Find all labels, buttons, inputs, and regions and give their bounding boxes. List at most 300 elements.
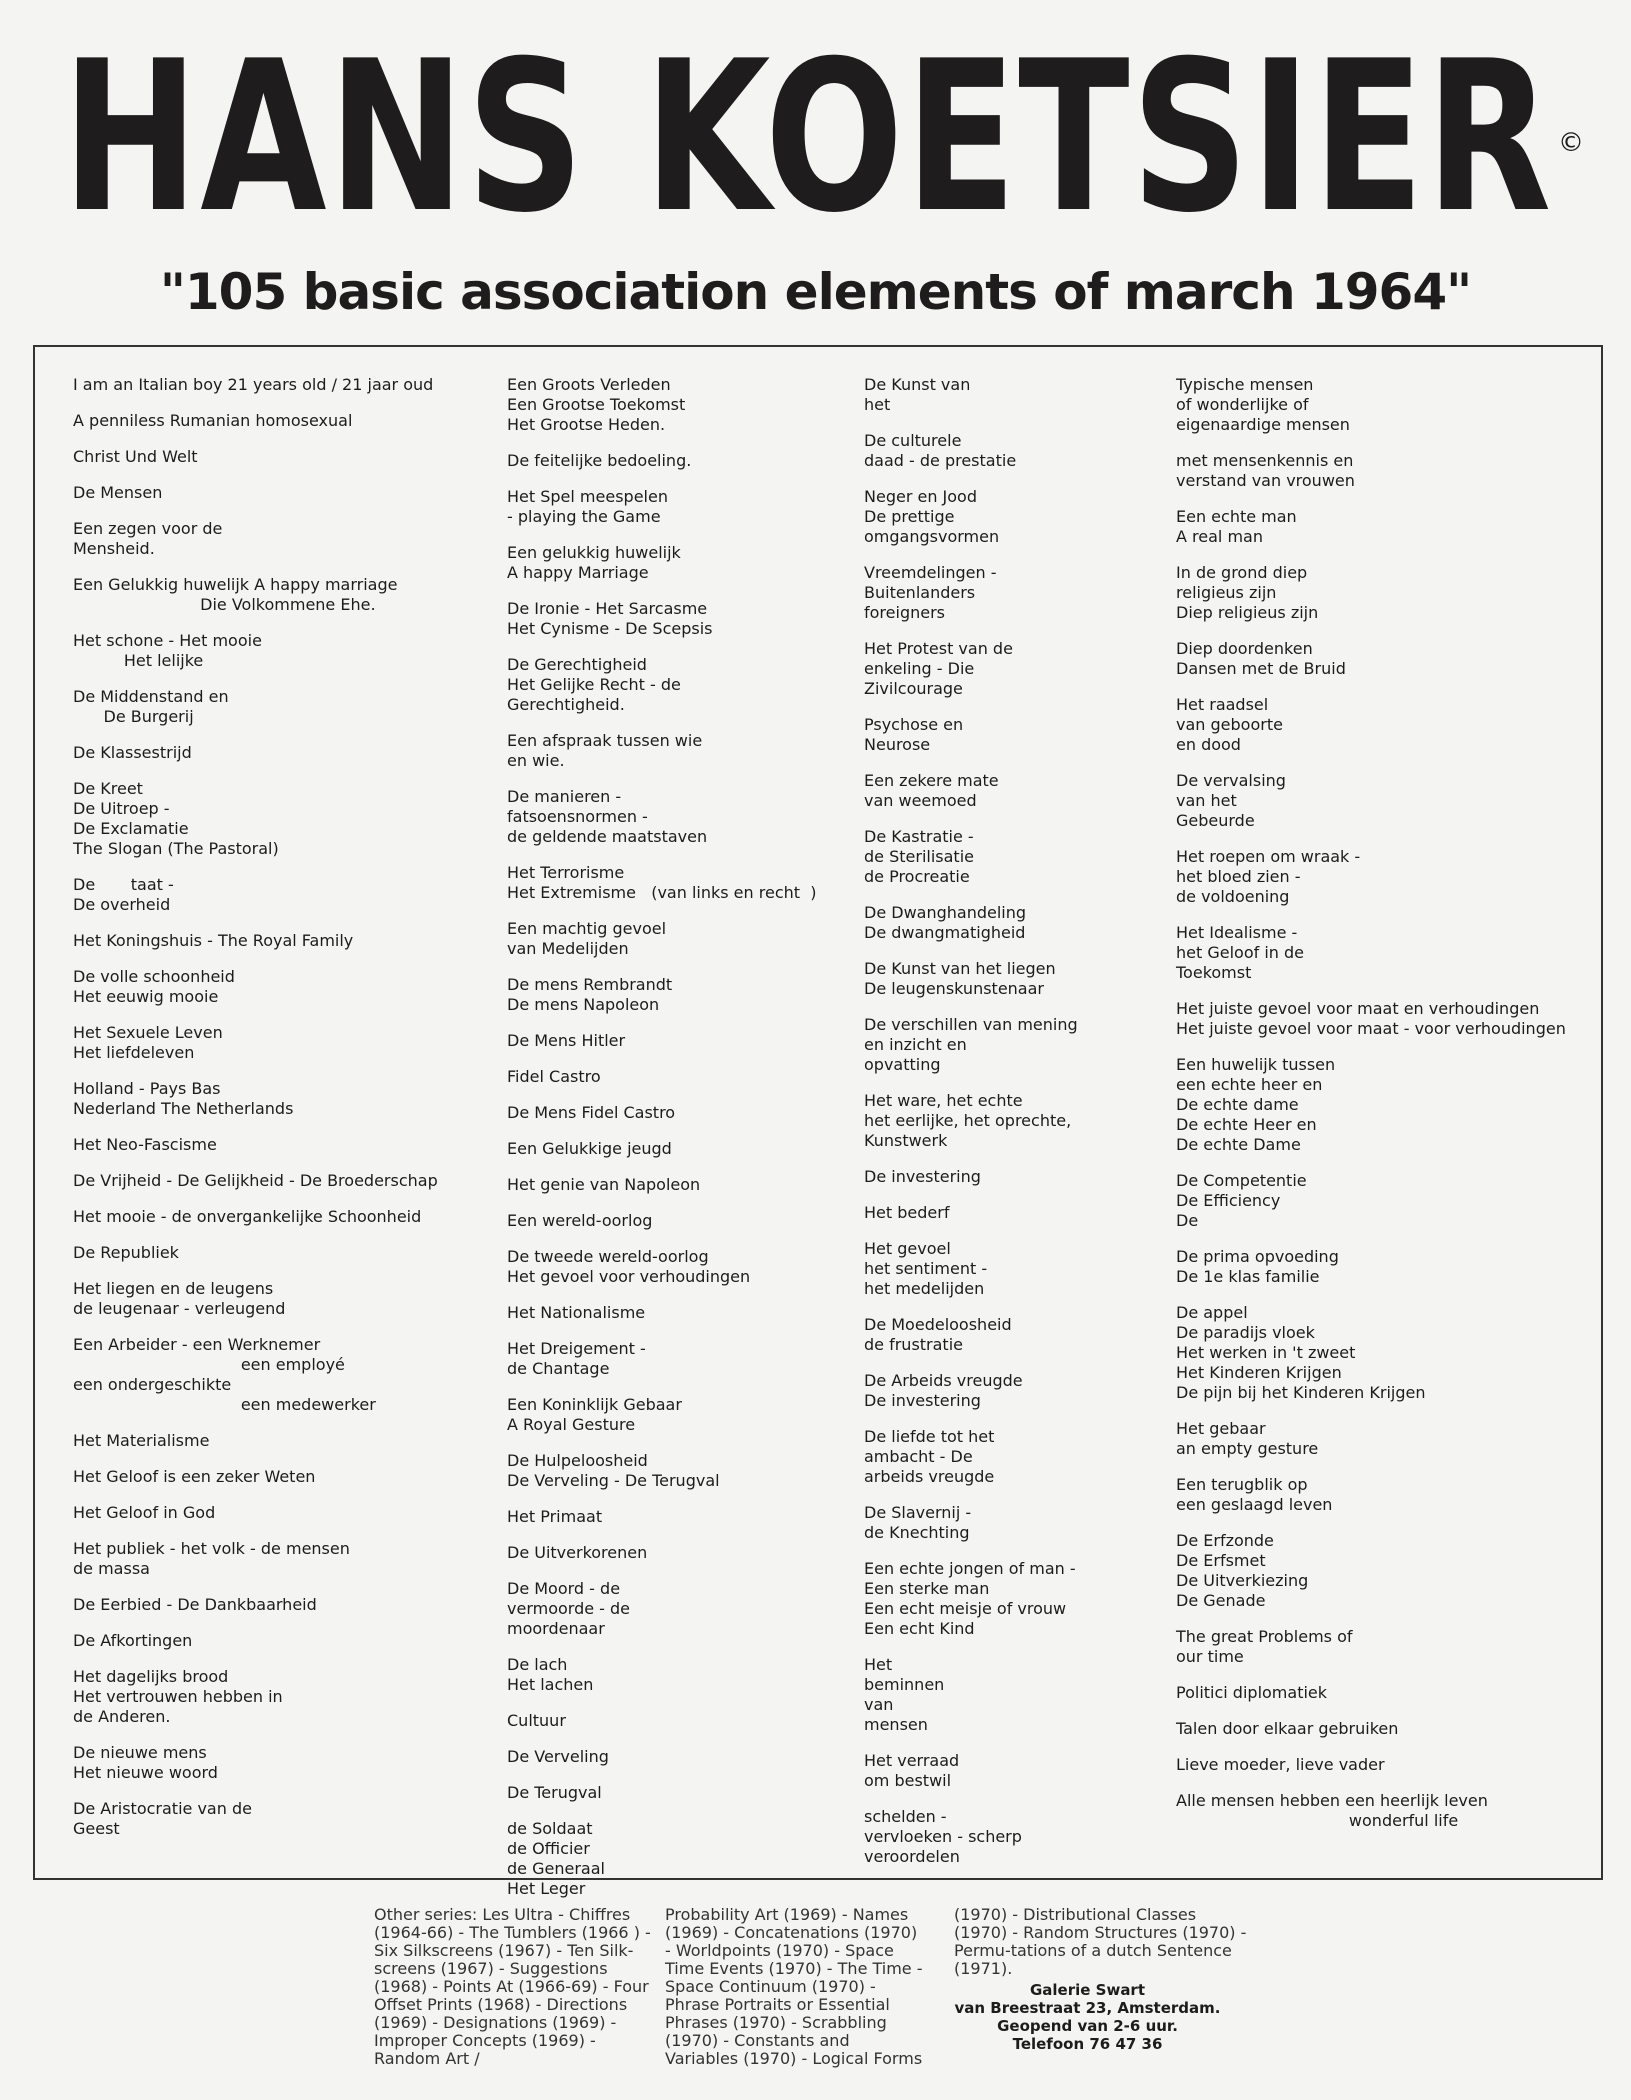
- phrase-entry: [73, 1279, 513, 1319]
- phrase-line: Het verraad: [864, 1751, 960, 1770]
- phrase-line: De Klassestrijd: [73, 743, 192, 762]
- phrase-entry: [507, 375, 847, 435]
- phrase-entry: [73, 1799, 513, 1839]
- phrase-line: Het Materialisme: [73, 1431, 210, 1450]
- phrase-entry: [73, 1467, 513, 1487]
- phrase-line: enkeling - Die: [864, 659, 975, 678]
- phrase-line: De Mens Hitler: [507, 1031, 626, 1050]
- phrase-line: of wonderlijke of: [1176, 395, 1309, 414]
- phrase-entry: [73, 779, 513, 859]
- phrase-entry: [73, 1631, 513, 1651]
- phrase-entry: [507, 975, 847, 1015]
- phrase-entry: [73, 687, 513, 727]
- phrase-line: een echte heer en: [1176, 1075, 1323, 1094]
- phrase-entry: [1176, 999, 1596, 1039]
- phrase-entry: [1176, 1627, 1596, 1667]
- phrase-entry: [73, 411, 513, 431]
- phrase-line: Het: [864, 1655, 893, 1674]
- phrase-line: De Kunst van: [864, 375, 971, 394]
- phrase-entry: [73, 1503, 513, 1523]
- phrase-entry: [73, 575, 513, 615]
- phrase-line: het eerlijke, het oprechte,: [864, 1111, 1072, 1130]
- phrase-line: Buitenlanders: [864, 583, 976, 602]
- phrase-line: The Slogan (The Pastoral): [73, 839, 279, 858]
- phrase-entry: [507, 599, 847, 639]
- phrase-entry: [73, 1667, 513, 1727]
- phrase-line: Het liegen en de leugens: [73, 1279, 274, 1298]
- phrase-entry: [507, 1655, 847, 1695]
- phrase-line: Het mooie - de onvergankelijke Schoonheid: [73, 1207, 422, 1226]
- phrase-line: De feitelijke bedoeling.: [507, 451, 692, 470]
- phrase-line: De Uitverkorenen: [507, 1543, 648, 1562]
- phrase-line: schelden -: [864, 1807, 947, 1826]
- phrase-entry: [507, 1819, 847, 1899]
- phrase-line: De leugenskunstenaar: [864, 979, 1044, 998]
- gallery-name: Galerie Swart: [1029, 1981, 1146, 1999]
- phrase-line: - playing the Game: [507, 507, 661, 526]
- phrase-line: Het Kinderen Krijgen: [1176, 1363, 1342, 1382]
- phrase-line: Het roepen om wraak -: [1176, 847, 1361, 866]
- phrase-entry: [73, 1079, 513, 1119]
- phrase-entry: [1176, 1247, 1596, 1287]
- phrase-entry: [507, 451, 847, 471]
- phrase-line: De Gerechtigheid: [507, 655, 647, 674]
- phrase-line: een geslaagd leven: [1176, 1495, 1333, 1514]
- phrase-entry: [1176, 847, 1596, 907]
- phrase-entry: [864, 1655, 1164, 1735]
- phrase-line: de leugenaar - verleugend: [73, 1299, 286, 1318]
- phrase-entry: [507, 1303, 847, 1323]
- phrase-line: de Generaal: [507, 1859, 605, 1878]
- phrase-entry: [864, 375, 1164, 415]
- phrase-line: De Moedeloosheid: [864, 1315, 1012, 1334]
- phrase-line: Het juiste gevoel voor maat - voor verhoudingen: [1176, 1019, 1566, 1038]
- phrase-line: van Medelijden: [507, 939, 629, 958]
- gallery-info: [950, 1981, 1225, 2053]
- phrase-line: Alle mensen hebben een heerlijk leven: [1176, 1791, 1488, 1810]
- phrase-entry: [1176, 1719, 1596, 1739]
- phrase-line: Een zegen voor de: [73, 519, 223, 538]
- phrase-line: van weemoed: [864, 791, 977, 810]
- phrase-entry: [507, 1067, 847, 1087]
- phrase-entry: [507, 1747, 847, 1767]
- phrase-line: Het bederf: [864, 1203, 950, 1222]
- phrase-line: De Burgerij: [73, 707, 194, 726]
- phrase-line: Het ware, het echte: [864, 1091, 1023, 1110]
- phrase-line: Een echt meisje of vrouw: [864, 1599, 1067, 1618]
- phrase-line: De Kreet: [73, 779, 143, 798]
- phrase-line: De culturele: [864, 431, 962, 450]
- phrase-entry: [73, 631, 513, 671]
- phrase-entry: [1176, 923, 1596, 983]
- phrase-line: De Efficiency: [1176, 1191, 1281, 1210]
- phrase-line: Het juiste gevoel voor maat en verhoudingen: [1176, 999, 1540, 1018]
- phrase-line: De Vrijheid - De Gelijkheid - De Broederschap: [73, 1171, 438, 1190]
- phrase-entry: [1176, 1303, 1596, 1403]
- phrase-entry: [1176, 1171, 1596, 1231]
- phrase-entry: [507, 543, 847, 583]
- phrase-column-2: [507, 375, 847, 1915]
- phrase-entry: [507, 1339, 847, 1379]
- phrase-entry: [1176, 1683, 1596, 1703]
- phrase-entry: [1176, 375, 1596, 435]
- phrase-line: foreigners: [864, 603, 945, 622]
- phrase-line: Het gebaar: [1176, 1419, 1266, 1438]
- phrase-entry: [507, 487, 847, 527]
- phrase-entry: [73, 1135, 513, 1155]
- phrase-entry: [864, 1015, 1164, 1075]
- phrase-entry: [864, 1427, 1164, 1487]
- phrase-line: De nieuwe mens: [73, 1743, 207, 1762]
- phrase-entry: [73, 1243, 513, 1263]
- phrase-line: Het Gelijke Recht - de: [507, 675, 681, 694]
- phrase-line: De verschillen van mening: [864, 1015, 1078, 1034]
- phrase-line: Het Sexuele Leven: [73, 1023, 223, 1042]
- phrase-entry: [73, 931, 513, 951]
- phrase-line: De Mens Fidel Castro: [507, 1103, 676, 1122]
- phrase-line: Het Extremisme (van links en recht ): [507, 883, 817, 902]
- phrase-line: Lieve moeder, lieve vader: [1176, 1755, 1385, 1774]
- phrase-entry: [864, 959, 1164, 999]
- phrase-line: Geest: [73, 1819, 120, 1838]
- phrase-entry: [1176, 771, 1596, 831]
- phrase-entry: [507, 1211, 847, 1231]
- phrase-entry: [73, 483, 513, 503]
- phrase-line: religieus zijn: [1176, 583, 1277, 602]
- phrase-line: Het liefdeleven: [73, 1043, 195, 1062]
- phrase-entry: [73, 1539, 513, 1579]
- phrase-line: De investering: [864, 1391, 981, 1410]
- phrase-entry: [73, 1023, 513, 1063]
- phrase-line: De Republiek: [73, 1243, 179, 1262]
- phrase-entry: [864, 1371, 1164, 1411]
- phrase-line: De investering: [864, 1167, 981, 1186]
- phrase-line: A happy Marriage: [507, 563, 649, 582]
- copyright-symbol: ©: [1558, 128, 1584, 158]
- phrase-line: van geboorte: [1176, 715, 1283, 734]
- phrase-line: Het eeuwig mooie: [73, 987, 219, 1006]
- phrase-entry: [864, 771, 1164, 811]
- phrase-line: Zivilcourage: [864, 679, 963, 698]
- phrase-entry: [864, 1751, 1164, 1791]
- phrase-line: Het raadsel: [1176, 695, 1269, 714]
- phrase-line: Politici diplomatiek: [1176, 1683, 1328, 1702]
- phrase-entry: [864, 1807, 1164, 1867]
- phrase-entry: [864, 1203, 1164, 1223]
- phrase-line: A penniless Rumanian homosexual: [73, 411, 353, 430]
- phrase-line: de Officier: [507, 1839, 590, 1858]
- phrase-line: Die Volkommene Ehe.: [73, 595, 376, 614]
- phrase-entry: [864, 431, 1164, 471]
- phrase-line: Het gevoel voor verhoudingen: [507, 1267, 751, 1286]
- phrase-line: Het Spel meespelen: [507, 487, 668, 506]
- phrase-line: De Arbeids vreugde: [864, 1371, 1023, 1390]
- phrase-line: Een Groots Verleden: [507, 375, 671, 394]
- phrase-line: De appel: [1176, 1303, 1248, 1322]
- phrase-entry: [507, 1543, 847, 1563]
- phrase-line: De Dwanghandeling: [864, 903, 1027, 922]
- phrase-line: Het Nationalisme: [507, 1303, 646, 1322]
- phrase-line: Een Grootse Toekomst: [507, 395, 686, 414]
- phrase-line: Het Geloof in God: [73, 1503, 216, 1522]
- phrase-line: De Uitverkiezing: [1176, 1571, 1309, 1590]
- phrase-entry: [864, 1091, 1164, 1151]
- phrase-entry: [1176, 1791, 1596, 1831]
- phrase-entry: [507, 655, 847, 715]
- phrase-column-4: [1176, 375, 1596, 1847]
- phrase-line: Een machtig gevoel: [507, 919, 667, 938]
- phrase-line: Het Terrorisme: [507, 863, 625, 882]
- phrase-line: een medewerker: [73, 1395, 376, 1414]
- phrase-entry: [1176, 1055, 1596, 1155]
- phrase-line: De Slavernij -: [864, 1503, 972, 1522]
- phrase-line: De Aristocratie van de: [73, 1799, 252, 1818]
- phrase-line: Het Neo-Fascisme: [73, 1135, 217, 1154]
- phrase-entry: [864, 1239, 1164, 1299]
- phrase-line: De prettige: [864, 507, 955, 526]
- phrase-line: het Geloof in de: [1176, 943, 1304, 962]
- gallery-phone: Telefoon 76 47 36: [1012, 2035, 1163, 2053]
- phrase-entry: [73, 967, 513, 1007]
- poster-subtitle: "105 basic association elements of march 1964": [159, 263, 1472, 321]
- phrase-entry: [507, 1395, 847, 1435]
- phrase-line: De echte Dame: [1176, 1135, 1301, 1154]
- phrase-line: De 1e klas familie: [1176, 1267, 1320, 1286]
- phrase-line: Het Koningshuis - The Royal Family: [73, 931, 354, 950]
- other-series-text-2: Probability Art (1969) - Names (1969) - Concatenations (1970) - Worldpoints (1970) - Space Time Events (1970) - The Time - Space Continuum (1970) - Phrase Portraits or Essential Phrases (1970) - Scrabbling (1970) - Constants and Variables (1970) - Logical Forms: [665, 1905, 923, 2068]
- phrase-entry: [1176, 1531, 1596, 1611]
- phrase-line: De manieren -: [507, 787, 622, 806]
- phrase-line: Een zekere mate: [864, 771, 999, 790]
- phrase-line: Christ Und Welt: [73, 447, 198, 466]
- phrase-line: het: [864, 395, 891, 414]
- phrase-entry: [1176, 639, 1596, 679]
- phrase-line: Het publiek - het volk - de mensen: [73, 1539, 350, 1558]
- phrase-line: vervloeken - scherp: [864, 1827, 1022, 1846]
- phrase-line: Het Primaat: [507, 1507, 603, 1526]
- phrase-line: Het Geloof is een zeker Weten: [73, 1467, 316, 1486]
- phrase-entry: [864, 715, 1164, 755]
- other-series-text-3: (1970) - Distributional Classes (1970) - Random Structures (1970) - Permu-tations of a dutch Sentence (1971).: [954, 1905, 1247, 1978]
- phrase-line: Het nieuwe woord: [73, 1763, 218, 1782]
- phrase-line: De Verveling: [507, 1747, 609, 1766]
- phrase-line: verstand van vrouwen: [1176, 471, 1355, 490]
- phrase-line: De Uitroep -: [73, 799, 170, 818]
- phrase-line: Typische mensen: [1176, 375, 1314, 394]
- phrase-line: het bloed zien -: [1176, 867, 1301, 886]
- phrase-line: omgangsvormen: [864, 527, 1000, 546]
- phrase-line: De echte Heer en: [1176, 1115, 1317, 1134]
- phrase-entry: [864, 1315, 1164, 1355]
- phrase-entry: [507, 1451, 847, 1491]
- phrase-line: our time: [1176, 1647, 1244, 1666]
- phrase-entry: [73, 1743, 513, 1783]
- phrase-line: de voldoening: [1176, 887, 1290, 906]
- phrase-column-1: [73, 375, 513, 1855]
- phrase-line: Fidel Castro: [507, 1067, 601, 1086]
- phrase-line: de Chantage: [507, 1359, 610, 1378]
- phrase-line: De Terugval: [507, 1783, 602, 1802]
- phrase-entry: [507, 919, 847, 959]
- phrase-line: Kunstwerk: [864, 1131, 948, 1150]
- phrase-column-3: [864, 375, 1164, 1883]
- phrase-line: de massa: [73, 1559, 150, 1578]
- phrase-line: Het Idealisme -: [1176, 923, 1298, 942]
- phrase-entry: [507, 1175, 847, 1195]
- phrase-line: De mens Rembrandt: [507, 975, 673, 994]
- phrase-entry: [507, 1507, 847, 1527]
- phrase-line: de geldende maatstaven: [507, 827, 708, 846]
- phrase-line: De taat -: [73, 875, 174, 894]
- phrase-line: A Royal Gesture: [507, 1415, 636, 1434]
- phrase-entry: [507, 1031, 847, 1051]
- phrase-entry: [864, 903, 1164, 943]
- phrase-entry: [1176, 507, 1596, 547]
- phrase-line: De prima opvoeding: [1176, 1247, 1339, 1266]
- phrase-line: De overheid: [73, 895, 171, 914]
- phrase-entry: [864, 827, 1164, 887]
- phrase-line: Het Dreigement -: [507, 1339, 646, 1358]
- phrase-line: daad - de prestatie: [864, 451, 1017, 470]
- phrase-line: De Genade: [1176, 1591, 1266, 1610]
- phrase-entry: [73, 1595, 513, 1615]
- phrase-line: Gebeurde: [1176, 811, 1255, 830]
- phrase-line: Het Protest van de: [864, 639, 1013, 658]
- phrase-line: De paradijs vloek: [1176, 1323, 1315, 1342]
- phrase-line: Vreemdelingen -: [864, 563, 997, 582]
- phrase-entry: [73, 1207, 513, 1227]
- phrase-line: Neurose: [864, 735, 931, 754]
- phrase-line: Psychose en: [864, 715, 964, 734]
- phrase-entry: [73, 519, 513, 559]
- phrase-line: Het Grootse Heden.: [507, 415, 666, 434]
- phrase-entry: [507, 1783, 847, 1803]
- phrase-line: De Eerbied - De Dankbaarheid: [73, 1595, 317, 1614]
- phrase-line: Het dagelijks brood: [73, 1667, 229, 1686]
- phrase-line: De Afkortingen: [73, 1631, 193, 1650]
- phrase-line: Talen door elkaar gebruiken: [1176, 1719, 1399, 1738]
- phrase-line: om bestwil: [864, 1771, 952, 1790]
- gallery-hours: Geopend van 2-6 uur.: [997, 2017, 1178, 2035]
- phrase-entry: [864, 1503, 1164, 1543]
- phrase-entry: [507, 1103, 847, 1123]
- phrase-line: De Erfzonde: [1176, 1531, 1274, 1550]
- phrase-entry: [73, 375, 513, 395]
- phrase-entry: [864, 563, 1164, 623]
- phrase-line: Een echte man: [1176, 507, 1297, 526]
- phrase-line: en wie.: [507, 751, 565, 770]
- phrase-entry: [864, 639, 1164, 699]
- phrase-entry: [507, 1139, 847, 1159]
- phrase-line: moordenaar: [507, 1619, 605, 1638]
- phrase-line: De tweede wereld-oorlog: [507, 1247, 709, 1266]
- phrase-line: Een echte jongen of man -: [864, 1559, 1076, 1578]
- phrase-line: De Kastratie -: [864, 827, 974, 846]
- phrase-line: de Sterilisatie: [864, 847, 974, 866]
- phrase-line: Een echt Kind: [864, 1619, 975, 1638]
- phrase-line: de frustratie: [864, 1335, 963, 1354]
- phrase-line: Een afspraak tussen wie: [507, 731, 703, 750]
- phrase-entry: [507, 1579, 847, 1639]
- phrase-entry: [73, 875, 513, 915]
- phrase-line: Een Koninklijk Gebaar: [507, 1395, 682, 1414]
- phrase-line: Een Gelukkig huwelijk A happy marriage: [73, 575, 398, 594]
- phrase-line: Diep religieus zijn: [1176, 603, 1319, 622]
- phrase-entry: [507, 863, 847, 903]
- phrase-line: Het werken in 't zweet: [1176, 1343, 1356, 1362]
- phrase-line: Het genie van Napoleon: [507, 1175, 701, 1194]
- artist-name-title: HANS KOETSIER: [62, 17, 1554, 259]
- phrase-line: mensen: [864, 1715, 928, 1734]
- phrase-line: Een wereld-oorlog: [507, 1211, 653, 1230]
- phrase-entry: [864, 1167, 1164, 1187]
- phrase-line: ambacht - De: [864, 1447, 973, 1466]
- phrase-entry: [1176, 695, 1596, 755]
- phrase-line: De liefde tot het: [864, 1427, 995, 1446]
- phrase-line: In de grond diep: [1176, 563, 1308, 582]
- phrase-line: Dansen met de Bruid: [1176, 659, 1346, 678]
- phrase-line: De: [1176, 1211, 1199, 1230]
- phrase-entry: [73, 743, 513, 763]
- phrase-entry: [507, 1247, 847, 1287]
- phrase-line: A real man: [1176, 527, 1263, 546]
- phrase-line: beminnen: [864, 1675, 945, 1694]
- phrase-line: Een Gelukkige jeugd: [507, 1139, 672, 1158]
- phrase-line: De dwangmatigheid: [864, 923, 1026, 942]
- phrase-line: de Procreatie: [864, 867, 970, 886]
- phrase-line: an empty gesture: [1176, 1439, 1319, 1458]
- phrase-line: met mensenkennis en: [1176, 451, 1354, 470]
- phrase-line: van: [864, 1695, 894, 1714]
- phrase-line: The great Problems of: [1176, 1627, 1353, 1646]
- phrase-entry: [507, 787, 847, 847]
- phrase-line: fatsoensnormen -: [507, 807, 648, 826]
- phrase-line: de Soldaat: [507, 1819, 593, 1838]
- phrase-line: De Exclamatie: [73, 819, 189, 838]
- phrase-line: Nederland The Netherlands: [73, 1099, 294, 1118]
- gallery-address: van Breestraat 23, Amsterdam.: [954, 1999, 1221, 2017]
- phrase-line: arbeids vreugde: [864, 1467, 995, 1486]
- phrase-line: De Verveling - De Terugval: [507, 1471, 720, 1490]
- phrase-line: De lach: [507, 1655, 568, 1674]
- phrase-entry: [864, 1559, 1164, 1639]
- phrase-line: De Erfsmet: [1176, 1551, 1266, 1570]
- phrase-line: De Middenstand en: [73, 687, 229, 706]
- phrase-entry: [507, 1711, 847, 1731]
- phrase-line: Het Cynisme - De Scepsis: [507, 619, 713, 638]
- phrase-line: De Kunst van het liegen: [864, 959, 1056, 978]
- phrase-line: De Ironie - Het Sarcasme: [507, 599, 708, 618]
- phrase-line: De Hulpeloosheid: [507, 1451, 648, 1470]
- phrase-line: De Mensen: [73, 483, 163, 502]
- phrase-entry: [1176, 1419, 1596, 1459]
- phrase-line: Het Leger: [507, 1879, 586, 1898]
- phrase-line: Toekomst: [1176, 963, 1252, 982]
- phrase-entry: [507, 731, 847, 771]
- phrase-line: opvatting: [864, 1055, 941, 1074]
- phrase-line: De Moord - de: [507, 1579, 621, 1598]
- phrase-line: Een Arbeider - een Werknemer: [73, 1335, 321, 1354]
- phrase-line: De pijn bij het Kinderen Krijgen: [1176, 1383, 1426, 1402]
- phrase-line: het sentiment -: [864, 1259, 988, 1278]
- phrase-line: Het schone - Het mooie: [73, 631, 262, 650]
- phrase-line: Het lelijke: [73, 651, 204, 670]
- phrase-line: een employé: [73, 1355, 345, 1374]
- phrase-line: Gerechtigheid.: [507, 695, 625, 714]
- phrase-line: De mens Napoleon: [507, 995, 660, 1014]
- phrase-line: Neger en Jood: [864, 487, 977, 506]
- phrase-line: eigenaardige mensen: [1176, 415, 1350, 434]
